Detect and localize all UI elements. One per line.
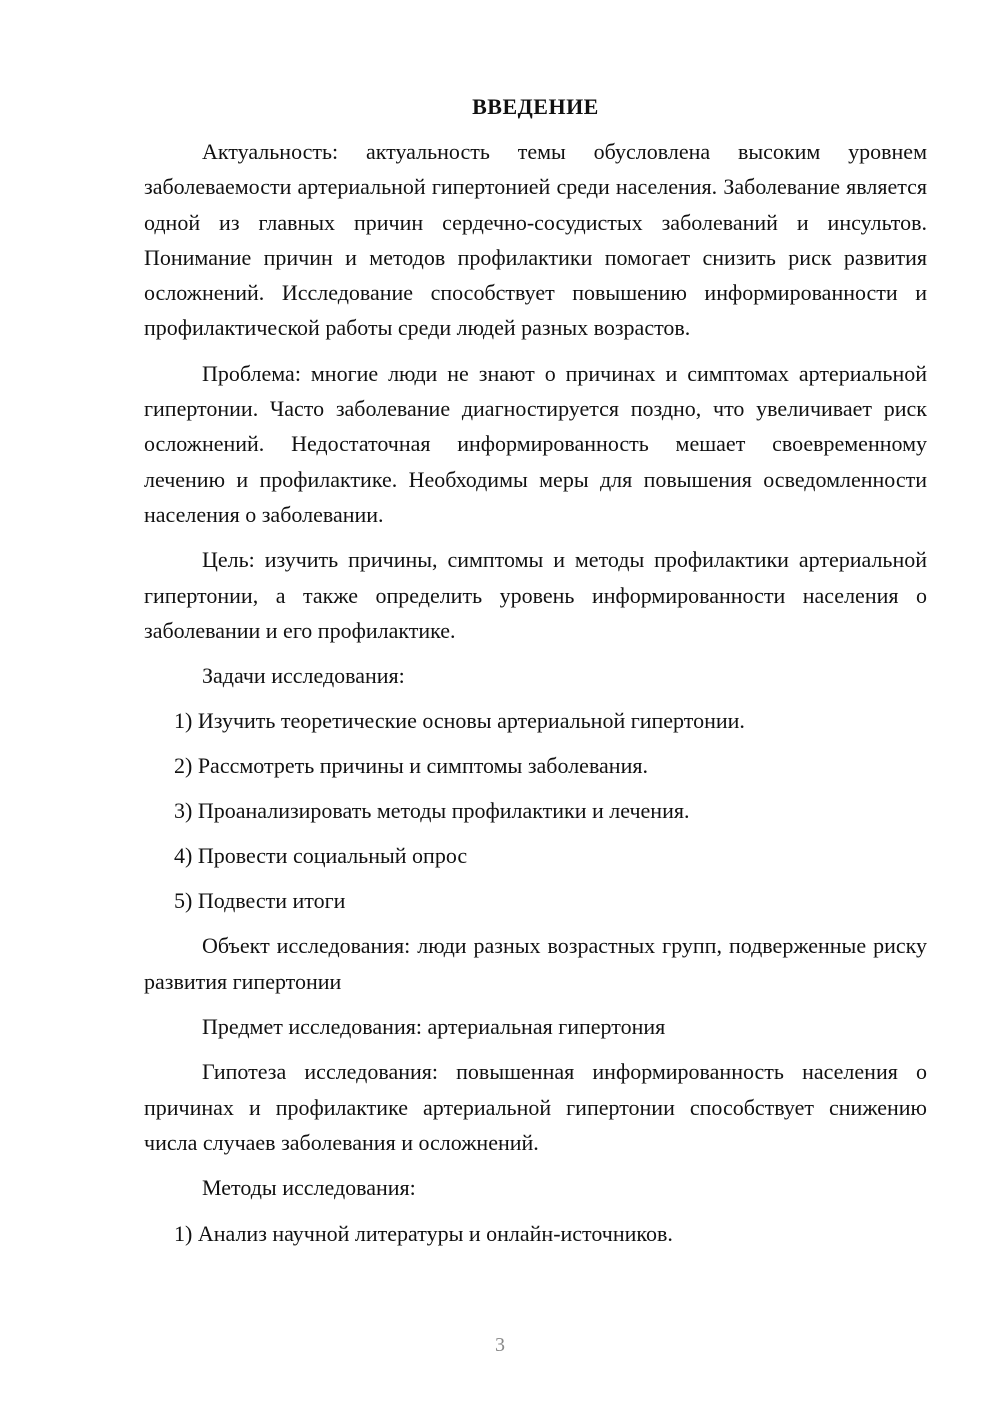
- methods-heading: Методы исследования:: [202, 1175, 416, 1201]
- task-item: 2) Рассмотреть причины и симптомы заболевания.: [174, 753, 648, 779]
- task-item: 3) Проанализировать методы профилактики и лечения.: [174, 798, 690, 824]
- object-paragraph: Объект исследования: люди разных возрастных групп, подверженные риску развития гипертонии: [144, 933, 927, 994]
- page-number: 3: [495, 1334, 505, 1356]
- method-item: 1) Анализ научной литературы и онлайн-источников.: [174, 1220, 673, 1246]
- problem-paragraph: Проблема: многие люди не знают о причинах и симптомах артериальной гипертонии. Часто заболевание диагностируется поздно, что увеличивает риск осложнений. Недостаточная информированность мешает своевременному лечению и профилактике. Необходимы меры для повышения осведомленности населения о заболевании.: [144, 360, 927, 527]
- task-item: 1) Изучить теоретические основы артериальной гипертонии.: [174, 708, 745, 734]
- subject-paragraph: Предмет исследования: артериальная гипертония: [202, 1014, 666, 1040]
- section-heading: ВВЕДЕНИЕ: [472, 94, 599, 119]
- tasks-heading: Задачи исследования:: [202, 663, 405, 689]
- goal-paragraph: Цель: изучить причины, симптомы и методы профилактики артериальной гипертонии, а также определить уровень информированности населения о заболевании и его профилактике.: [144, 547, 927, 643]
- document-page: [144, 90, 927, 1261]
- relevance-paragraph: Актуальность: актуальность темы обусловлена высоким уровнем заболеваемости артериальной гипертонией среди населения. Заболевание является одной из главных причин сердечно-сосудистых заболеваний и инсультов. Понимание причин и методов профилактики помогает снизить риск развития осложнений. Исследование способствует повышению информированности и профилактической работы среди людей разных возрастов.: [144, 139, 927, 341]
- hypothesis-paragraph: Гипотеза исследования: повышенная информированность населения о причинах и профилактике артериальной гипертонии способствует снижению числа случаев заболевания и осложнений.: [144, 1059, 927, 1155]
- task-item: 5) Подвести итоги: [174, 888, 346, 914]
- task-item: 4) Провести социальный опрос: [174, 843, 468, 869]
